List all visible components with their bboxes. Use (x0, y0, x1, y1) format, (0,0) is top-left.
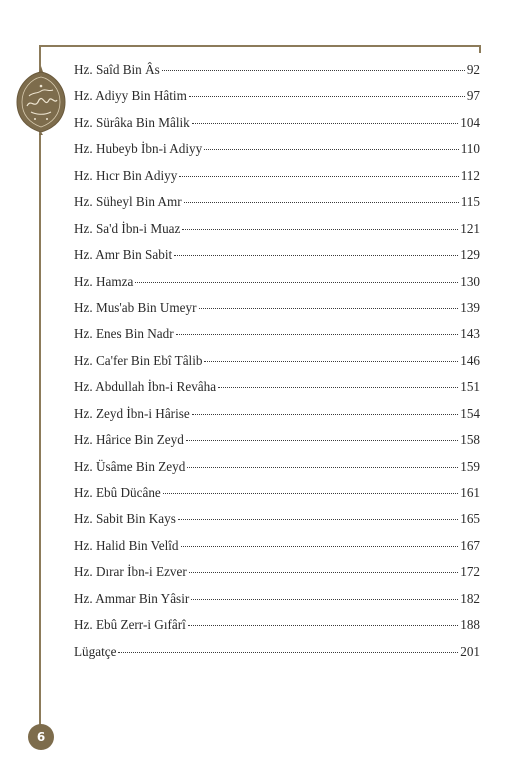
toc-dot-leader (182, 229, 458, 230)
toc-entry-page: 139 (460, 299, 480, 315)
toc-entry-title: Hz. Sabit Bin Kays (74, 511, 176, 527)
toc-dot-leader (163, 493, 458, 494)
toc-entry (74, 88, 480, 114)
toc-entry-page: 154 (460, 405, 480, 421)
toc-entry-page: 158 (460, 432, 480, 448)
toc-entry-title: Hz. Hamza (74, 273, 134, 289)
toc-entry-title: Hz. Zeyd İbn-i Hârise (74, 405, 190, 421)
toc-entry-page: 97 (466, 88, 480, 104)
toc-entry (74, 564, 480, 590)
toc-dot-leader (204, 361, 458, 362)
toc-entry-page: 151 (460, 379, 480, 395)
toc-entry (74, 644, 480, 670)
toc-entry (74, 168, 480, 194)
toc-entry-page: 201 (460, 643, 480, 659)
toc-entry-page: 146 (460, 352, 480, 368)
toc-entry-title: Hz. Halid Bin Velîd (74, 537, 179, 553)
toc-entry (74, 459, 480, 485)
toc-dot-leader (192, 123, 458, 124)
toc-entry-page: 129 (460, 247, 480, 263)
toc-dot-leader (189, 96, 465, 97)
toc-entry-page: 182 (460, 590, 480, 606)
toc-entry (74, 538, 480, 564)
toc-entry (74, 221, 480, 247)
toc-dot-leader (118, 652, 458, 653)
toc-entry-page: 165 (460, 511, 480, 527)
toc-entry-title: Hz. Amr Bin Sabit (74, 247, 173, 263)
toc-entry (74, 379, 480, 405)
toc-dot-leader (176, 334, 459, 335)
toc-entry-title: Hz. Ca'fer Bin Ebî Tâlib (74, 352, 203, 368)
toc-entry-page: 130 (460, 273, 480, 289)
toc-dot-leader (189, 572, 458, 573)
toc-dot-leader (186, 440, 458, 441)
toc-entry-page: 115 (460, 194, 480, 210)
toc-entry-page: 92 (466, 62, 480, 77)
toc-entry-page: 188 (460, 617, 480, 633)
toc-entry-title: Hz. Hıcr Bin Adiyy (74, 167, 178, 183)
toc-entry (74, 247, 480, 273)
toc-entry-page: 104 (460, 114, 480, 130)
toc-entry (74, 300, 480, 326)
toc-entry (74, 274, 480, 300)
toc-entry (74, 62, 480, 88)
toc-entry-title: Hz. Ebû Zerr-i Gıfârî (74, 617, 186, 633)
toc-entry (74, 511, 480, 537)
toc-entry-title: Hz. Ebû Dücâne (74, 485, 161, 500)
toc-entry (74, 485, 480, 511)
toc-entry-title: Hz. Enes Bin Nadr (74, 326, 174, 342)
frame-left-line (39, 45, 41, 727)
toc-entry-page: 161 (460, 485, 480, 500)
toc-entry (74, 432, 480, 458)
toc-dot-leader (199, 308, 459, 309)
toc-entry-title: Hz. Saîd Bin Âs (74, 62, 160, 77)
toc-dot-leader (179, 176, 458, 177)
toc-entry-page: 172 (460, 564, 480, 580)
toc-dot-leader (135, 282, 458, 283)
table-of-contents (74, 62, 480, 670)
toc-entry-page: 143 (460, 326, 480, 342)
toc-entry-title: Hz. Sürâka Bin Mâlik (74, 114, 190, 130)
toc-entry-page: 110 (460, 141, 480, 157)
calligraphy-emblem-icon (13, 64, 69, 136)
toc-entry-title: Hz. Mus'ab Bin Umeyr (74, 299, 197, 315)
toc-entry (74, 194, 480, 220)
toc-entry-page: 112 (460, 167, 480, 183)
toc-entry-title: Lügatçe (74, 643, 117, 659)
toc-entry-title: Hz. Dırar İbn-i Ezver (74, 564, 187, 580)
toc-entry (74, 141, 480, 167)
frame-top-line (39, 45, 481, 47)
toc-dot-leader (188, 625, 458, 626)
toc-dot-leader (191, 599, 458, 600)
toc-dot-leader (174, 255, 458, 256)
toc-entry-title: Hz. Hârice Bin Zeyd (74, 432, 184, 448)
toc-entry-title: Hz. Süheyl Bin Amr (74, 194, 182, 210)
toc-entry-title: Hz. Ammar Bin Yâsir (74, 590, 190, 606)
toc-entry (74, 591, 480, 617)
toc-entry-title: Hz. Üsâme Bin Zeyd (74, 458, 186, 474)
toc-dot-leader (184, 202, 459, 203)
toc-dot-leader (162, 70, 465, 71)
page-number-badge: 6 (28, 724, 54, 750)
toc-entry (74, 353, 480, 379)
toc-entry-page: 121 (460, 220, 480, 236)
toc-entry-page: 167 (460, 537, 480, 553)
toc-entry-title: Hz. Adiyy Bin Hâtim (74, 88, 187, 104)
toc-dot-leader (204, 149, 459, 150)
toc-dot-leader (187, 467, 458, 468)
toc-dot-leader (178, 519, 458, 520)
toc-entry (74, 617, 480, 643)
frame-right-tick (479, 45, 481, 53)
toc-entry (74, 115, 480, 141)
toc-dot-leader (218, 387, 458, 388)
toc-entry-title: Hz. Hubeyb İbn-i Adiyy (74, 141, 203, 157)
toc-dot-leader (192, 414, 459, 415)
toc-dot-leader (181, 546, 459, 547)
toc-entry (74, 326, 480, 352)
toc-entry-title: Hz. Sa'd İbn-i Muaz (74, 220, 181, 236)
toc-entry (74, 406, 480, 432)
toc-entry-page: 159 (460, 458, 480, 474)
toc-entry-title: Hz. Abdullah İbn-i Revâha (74, 379, 217, 395)
